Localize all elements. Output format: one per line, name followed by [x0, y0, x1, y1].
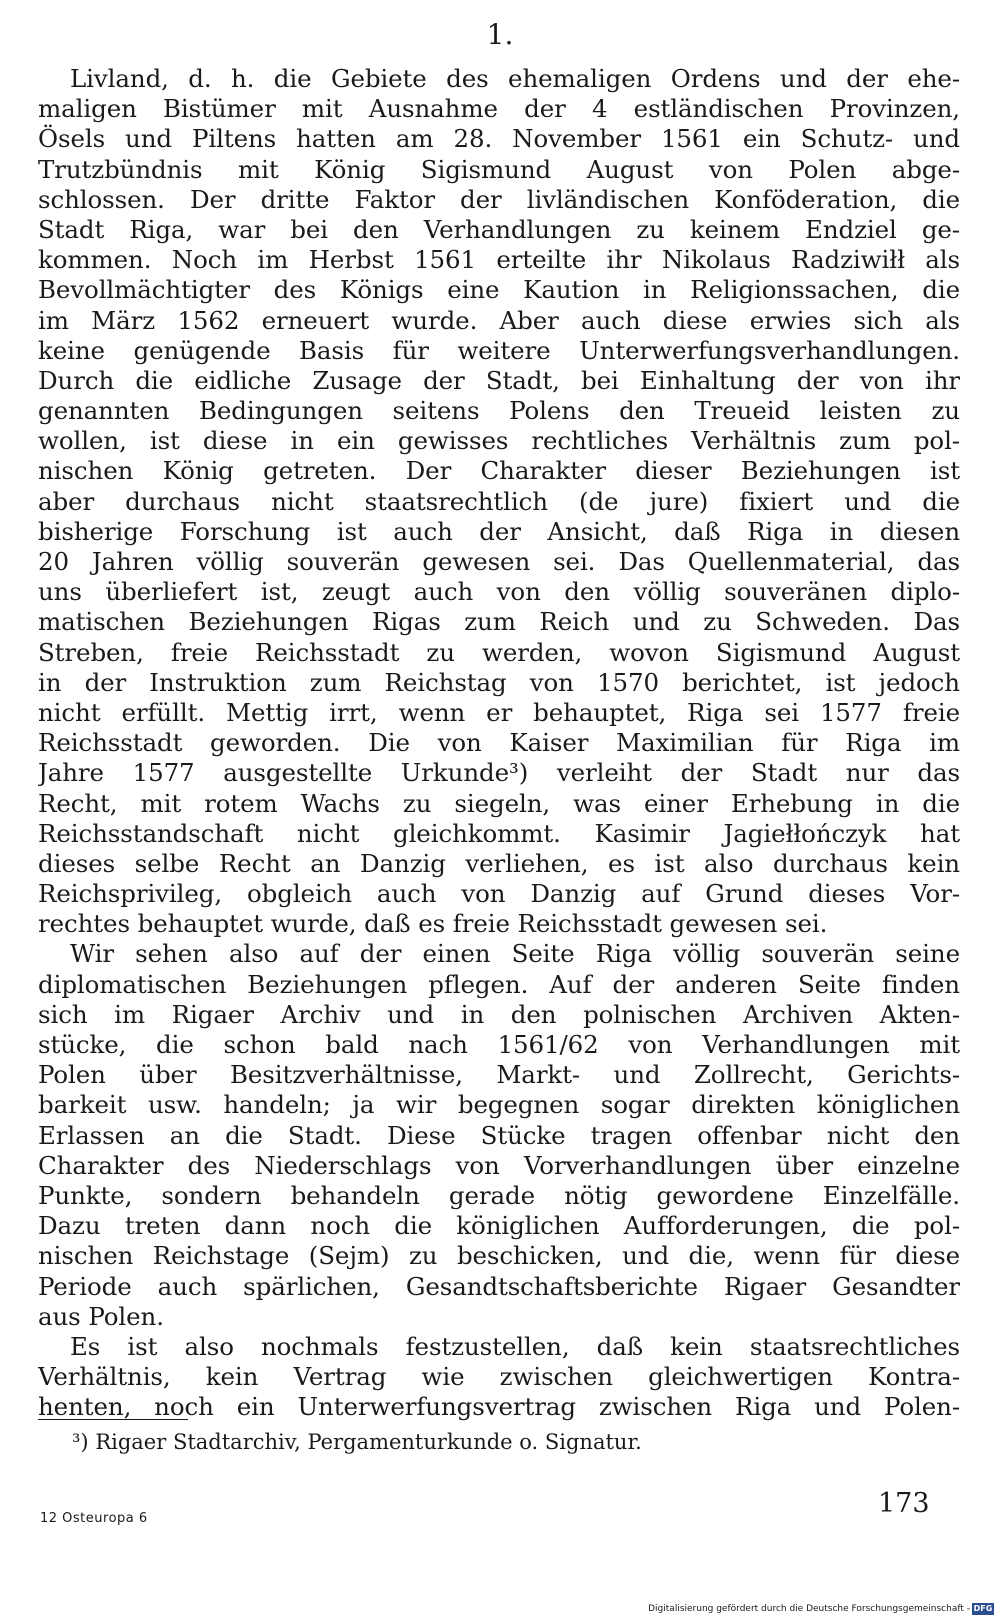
- text-line: dieses selbe Recht an Danzig verliehen, es ist also durchaus kein: [38, 848, 960, 878]
- text-line: Livland, d. h. die Gebiete des ehemaligen Ordens und der ehe-: [70, 64, 960, 93]
- text-line: aber durchaus nicht staatsrechtlich (de jure) fixiert und die: [38, 486, 960, 516]
- page-number: 173: [878, 1488, 930, 1519]
- text-line: Streben, freie Reichsstadt zu werden, wovon Sigismund August: [38, 637, 960, 667]
- text-line: schlossen. Der dritte Faktor der livländischen Konföderation, die: [38, 184, 960, 214]
- text-line: henten, noch ein Unterwerfungsvertrag zwischen Riga und Polen-: [38, 1392, 960, 1422]
- text-line: wollen, ist diese in ein gewisses rechtliches Verhältnis zum pol-: [38, 426, 960, 456]
- footnote-text: Rigaer Stadtarchiv, Pergamenturkunde o. Signatur.: [95, 1430, 642, 1454]
- text-line: matischen Beziehungen Rigas zum Reich und zu Schweden. Das: [38, 607, 960, 637]
- text-line: Reichsstadt geworden. Die von Kaiser Maximilian für Riga im: [38, 728, 960, 758]
- text-line: Reichsprivileg, obgleich auch von Danzig auf Grund dieses Vor-: [38, 879, 960, 909]
- text-line: Ösels und Piltens hatten am 28. November 1561 ein Schutz- und: [38, 124, 960, 154]
- footnote: [72, 1430, 642, 1454]
- text-line: Jahre 1577 ausgestellte Urkunde³) verleiht der Stadt nur das: [38, 758, 960, 788]
- text-line: Dazu treten dann noch die königlichen Aufforderungen, die pol-: [38, 1211, 960, 1241]
- section-number: 1.: [486, 18, 514, 51]
- text-line: 20 Jahren völlig souverän gewesen sei. Das Quellenmaterial, das: [38, 547, 960, 576]
- text-line: kommen. Noch im Herbst 1561 erteilte ihr Nikolaus Radziwiłł als: [38, 245, 960, 275]
- text-line: uns überliefert ist, zeugt auch von den völlig souveränen diplo-: [38, 577, 960, 607]
- text-line: nicht erfüllt. Mettig irrt, wenn er behauptet, Riga sei 1577 freie: [38, 697, 960, 727]
- text-line: stücke, die schon bald nach 1561/62 von Verhandlungen mit: [38, 1030, 960, 1059]
- text-line: aus Polen.: [38, 1301, 164, 1331]
- text-line: nischen König getreten. Der Charakter dieser Beziehungen ist: [38, 456, 960, 486]
- text-line: genannten Bedingungen seitens Polens den Treueid leisten zu: [38, 396, 960, 426]
- text-line: Polen über Besitzverhältnisse, Markt- und Zollrecht, Gerichts-: [38, 1060, 960, 1090]
- text-line: Reichsstandschaft nicht gleichkommt. Kasimir Jagiełłończyk hat: [38, 818, 960, 848]
- text-line: rechtes behauptet wurde, daß es freie Reichsstadt gewesen sei.: [38, 909, 828, 939]
- text-line: Bevollmächtigter des Königs eine Kaution in Religionssachen, die: [38, 275, 960, 305]
- text-line: diplomatischen Beziehungen pflegen. Auf der anderen Seite finden: [38, 969, 960, 999]
- body-text: [38, 64, 960, 1422]
- footnote-divider: [38, 1419, 188, 1420]
- text-line: nischen Reichstage (Sejm) zu beschicken, und die, wenn für diese: [38, 1241, 960, 1271]
- text-line: Erlassen an die Stadt. Diese Stücke tragen offenbar nicht den: [38, 1120, 960, 1150]
- text-line: Trutzbündnis mit König Sigismund August von Polen abge-: [38, 154, 960, 184]
- text-line: keine genügende Basis für weitere Unterwerfungsverhandlungen.: [38, 335, 960, 365]
- text-line: Verhältnis, kein Vertrag wie zwischen gleichwertigen Kontra-: [38, 1362, 960, 1392]
- text-line: barkeit usw. handeln; ja wir begegnen sogar direkten königlichen: [38, 1090, 960, 1120]
- printer-signature: 12 Osteuropa 6: [40, 1511, 148, 1526]
- footnote-marker: ³): [72, 1430, 89, 1454]
- text-line: Periode auch spärlichen, Gesandtschaftsberichte Rigaer Gesandter: [38, 1271, 960, 1301]
- text-line: Es ist also nochmals festzustellen, daß kein staatsrechtliches: [70, 1331, 960, 1361]
- text-line: in der Instruktion zum Reichstag von 1570 berichtet, ist jedoch: [38, 667, 960, 697]
- text-line: Stadt Riga, war bei den Verhandlungen zu keinem Endziel ge-: [38, 214, 960, 244]
- text-line: Recht, mit rotem Wachs zu siegeln, was einer Erhebung in die: [38, 788, 960, 818]
- dfg-logo: DFG: [973, 1604, 993, 1613]
- text-line: Punkte, sondern behandeln gerade nötig gewordene Einzelfälle.: [38, 1180, 960, 1210]
- text-line: bisherige Forschung ist auch der Ansicht, daß Riga in diesen: [38, 516, 960, 546]
- text-line: Charakter des Niederschlags von Vorverhandlungen über einzelne: [38, 1150, 960, 1180]
- text-line: im März 1562 erneuert wurde. Aber auch diese erwies sich als: [38, 305, 960, 335]
- text-line: maligen Bistümer mit Ausnahme der 4 estländischen Provinzen,: [38, 94, 960, 124]
- text-line: sich im Rigaer Archiv und in den polnischen Archiven Akten-: [38, 999, 960, 1029]
- text-line: Durch die eidliche Zusage der Stadt, bei Einhaltung der von ihr: [38, 365, 960, 395]
- digitization-note: Digitalisierung gefördert durch die Deutsche Forschungsgemeinschaft -: [648, 1604, 970, 1614]
- text-line: Wir sehen also auf der einen Seite Riga völlig souverän seine: [70, 939, 960, 969]
